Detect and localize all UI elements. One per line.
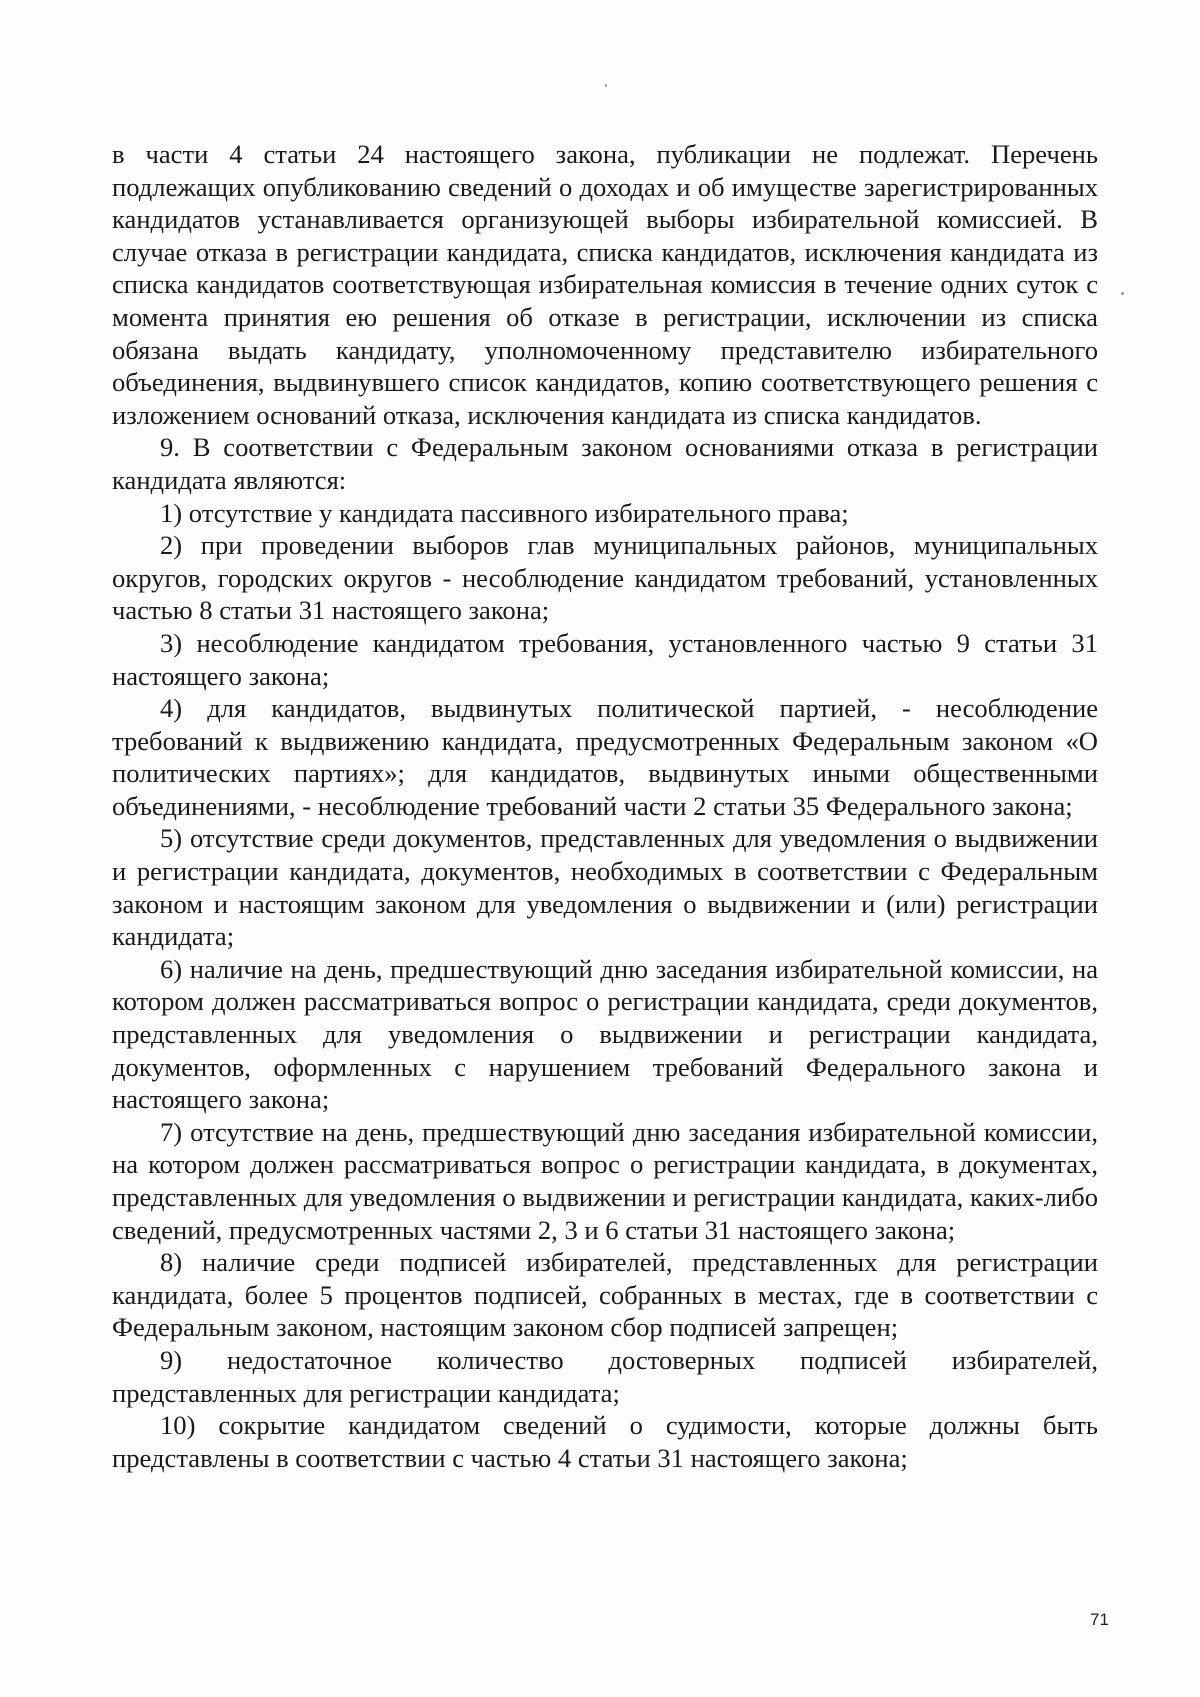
paragraph-item-8: 8) наличие среди подписей избирателей, представленных для регистрации кандидата, более 5 процентов подписей, собранных в местах, где в соответствии с Федеральным законом, настоящим законом сбор подписей запрещен; bbox=[112, 1247, 1098, 1343]
paragraph-section-9: 9. В соответствии с Федеральным законом основаниями отказа в регистрации кандидата являются: bbox=[112, 432, 1098, 495]
paragraph-item-7: 7) отсутствие на день, предшествующий дню заседания избирательной комиссии, на котором должен рассматриваться вопрос о регистрации кандидата, в документах, представленных для уведомления о выдвижении и регистрации кандидата, каких-либо сведений, предусмотренных частями 2, 3 и 6 статьи 31 настоящего закона; bbox=[112, 1116, 1098, 1245]
paragraph-item-6: 6) наличие на день, предшествующий дню заседания избирательной комиссии, на котором должен рассматриваться вопрос о регистрации кандидата, среди документов, представленных для уведомления о выдвижении и регистрации кандидата, документов, оформленных с нарушением требований Федерального закона и настоящего закона; bbox=[112, 953, 1098, 1115]
scan-speck bbox=[605, 84, 607, 87]
document-body bbox=[112, 138, 1098, 1474]
paragraph-item-1: 1) отсутствие у кандидата пассивного избирательного права; bbox=[160, 497, 849, 528]
scan-speck bbox=[1121, 292, 1124, 295]
page-number: 71 bbox=[1090, 1610, 1109, 1629]
paragraph-continuation: в части 4 статьи 24 настоящего закона, публикации не подлежат. Перечень подлежащих опубликованию сведений о доходах и об имуществе зарегистрированных кандидатов устанавливается организующей выборы избирательной комиссией. В случае отказа в регистрации кандидата, списка кандидатов, исключения кандидата из списка кандидатов соответствующая избирательная комиссия в течение одних суток с момента принятия ею решения об отказе в регистрации, исключении из списка обязана выдать кандидату, уполномоченному представителю избирательного объединения, выдвинувшего список кандидатов, копию соответствующего решения с изложением оснований отказа, исключения кандидата из списка кандидатов. bbox=[112, 139, 1098, 430]
paragraph-item-9: 9) недостаточное количество достоверных подписей избирателей, представленных для регистрации кандидата; bbox=[112, 1344, 1098, 1408]
paragraph-item-5: 5) отсутствие среди документов, представленных для уведомления о выдвижении и регистрации кандидата, документов, необходимых в соответствии с Федеральным законом и настоящим законом для уведомления о выдвижении и (или) регистрации кандидата; bbox=[112, 823, 1098, 952]
paragraph-item-3: 3) несоблюдение кандидатом требования, установленного частью 9 статьи 31 настоящего закона; bbox=[112, 627, 1098, 691]
paragraph-item-2: 2) при проведении выборов глав муниципальных районов, муниципальных округов, городских округов - несоблюдение кандидатом требований, установленных частью 8 статьи 31 настоящего закона; bbox=[112, 530, 1098, 626]
paragraph-item-10: 10) сокрытие кандидатом сведений о судимости, которые должны быть представлены в соответствии с частью 4 статьи 31 настоящего закона; bbox=[112, 1410, 1098, 1473]
paragraph-item-4: 4) для кандидатов, выдвинутых политической партией, - несоблюдение требований к выдвижению кандидата, предусмотренных Федеральным законом «О политических партиях»; для кандидатов, выдвинутых иными общественными объединениями, - несоблюдение требований части 2 статьи 35 Федерального закона; bbox=[112, 693, 1098, 821]
